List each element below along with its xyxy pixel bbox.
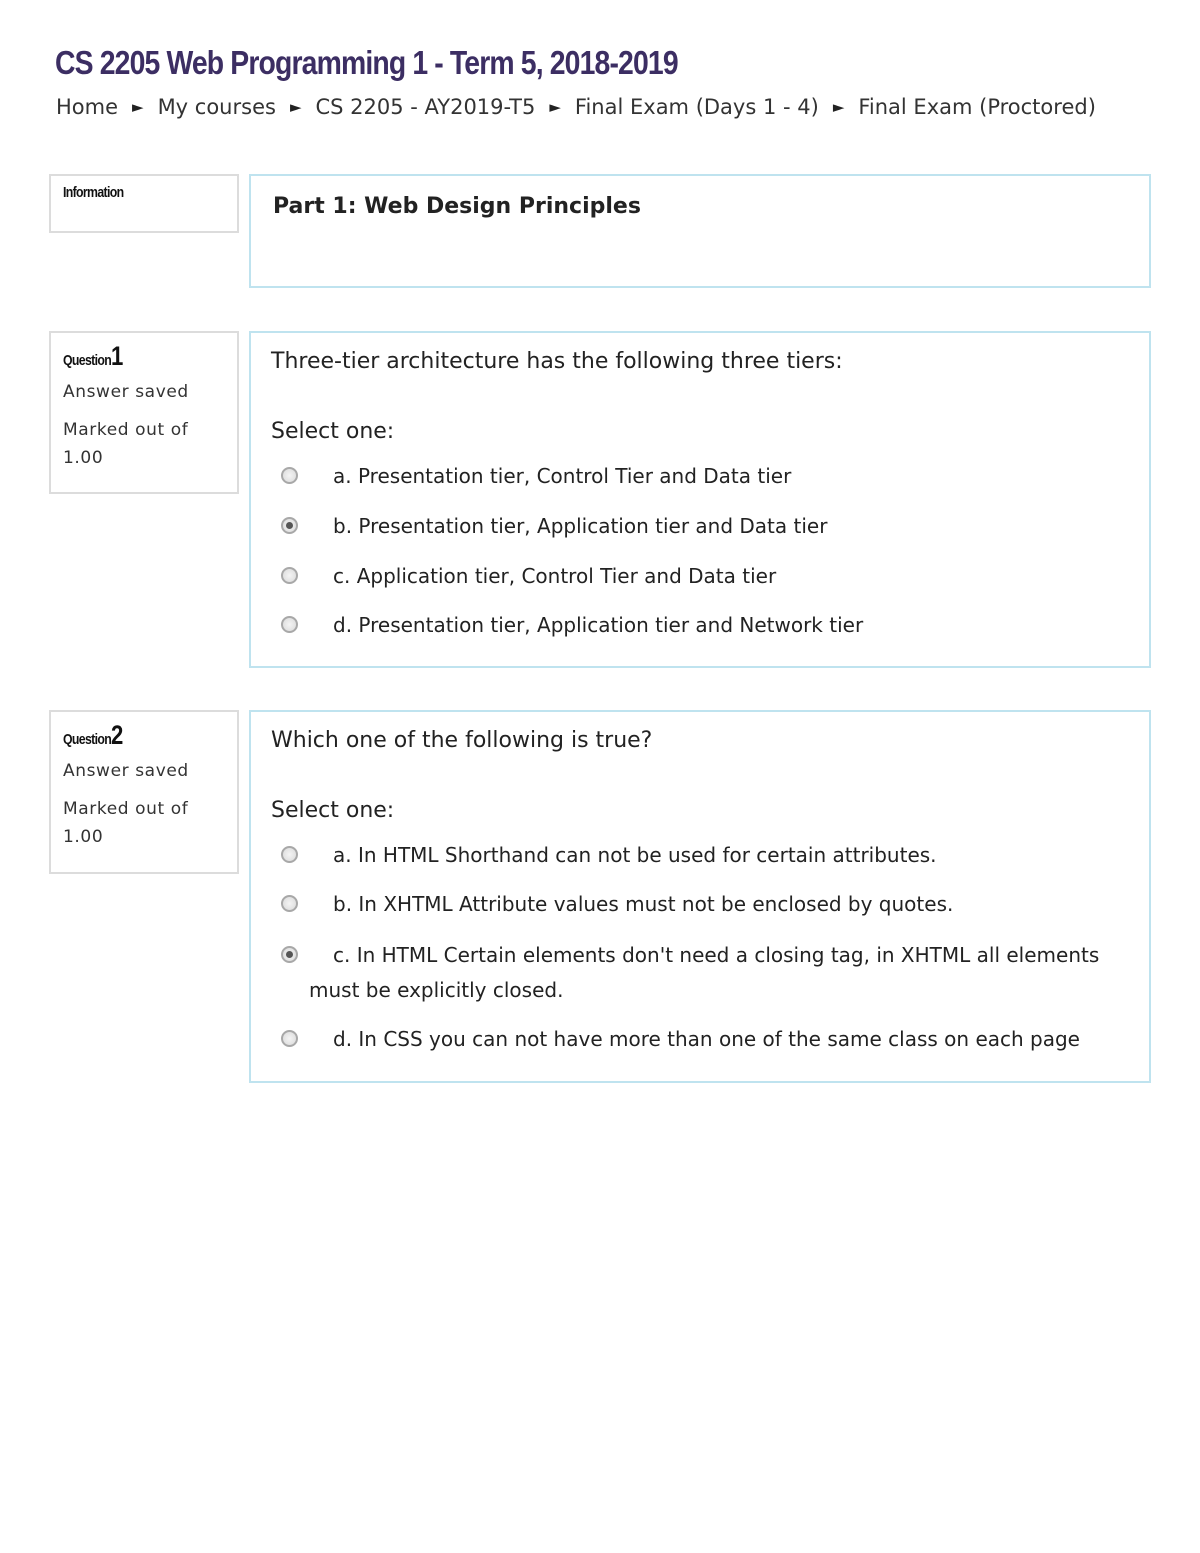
question-2-option-d[interactable] bbox=[281, 1022, 1121, 1057]
breadcrumb-my-courses-link[interactable]: My courses bbox=[157, 95, 276, 119]
question-label: Question bbox=[63, 352, 112, 369]
question-state: Answer saved bbox=[63, 761, 189, 781]
question-grade bbox=[63, 795, 225, 851]
question-number bbox=[63, 720, 196, 751]
radio-button[interactable] bbox=[281, 895, 298, 912]
information-content bbox=[249, 174, 1151, 288]
select-one-prompt: Select one: bbox=[271, 419, 395, 444]
breadcrumb-separator-icon: ► bbox=[832, 98, 845, 116]
breadcrumb-course-link[interactable]: CS 2205 - AY2019-T5 bbox=[315, 95, 536, 119]
question-number-value: 1 bbox=[111, 341, 124, 371]
question-1-option-a[interactable] bbox=[281, 459, 1121, 494]
option-text: c. In HTML Certain elements don't need a closing tag, in XHTML all elements bbox=[333, 943, 1100, 967]
question-number-value: 2 bbox=[111, 720, 124, 750]
radio-button[interactable] bbox=[281, 567, 298, 584]
breadcrumb bbox=[56, 95, 1096, 119]
question-text: Three-tier architecture has the following three tiers: bbox=[271, 349, 843, 374]
radio-button[interactable] bbox=[281, 467, 298, 484]
question-state: Answer saved bbox=[63, 382, 189, 402]
select-one-prompt: Select one: bbox=[271, 798, 395, 823]
breadcrumb-proctored-link[interactable]: Final Exam (Proctored) bbox=[858, 95, 1096, 119]
question-2-option-c[interactable] bbox=[281, 938, 1121, 1008]
grade-label: Marked out of bbox=[63, 420, 189, 440]
option-text: d. In CSS you can not have more than one of the same class on each page bbox=[333, 1027, 1080, 1051]
option-text: a. Presentation tier, Control Tier and Data tier bbox=[333, 464, 792, 488]
question-1-option-d[interactable] bbox=[281, 608, 1121, 643]
question-1-content bbox=[249, 331, 1151, 668]
information-info-box bbox=[49, 174, 239, 233]
page-title: CS 2205 Web Programming 1 - Term 5, 2018-2019 bbox=[55, 44, 678, 81]
question-2-info-box bbox=[49, 710, 239, 874]
information-label: Information bbox=[63, 184, 124, 201]
breadcrumb-separator-icon: ► bbox=[132, 98, 144, 116]
option-text: a. In HTML Shorthand can not be used for certain attributes. bbox=[333, 843, 937, 867]
question-1-info-box bbox=[49, 331, 239, 494]
breadcrumb-separator-icon: ► bbox=[289, 98, 302, 116]
option-text: b. In XHTML Attribute values must not be enclosed by quotes. bbox=[333, 892, 954, 916]
breadcrumb-home-link[interactable]: Home bbox=[56, 95, 119, 119]
question-2-option-a[interactable] bbox=[281, 838, 1121, 873]
part-title: Part 1: Web Design Principles bbox=[273, 194, 641, 219]
option-text: b. Presentation tier, Application tier and Data tier bbox=[333, 514, 828, 538]
option-text: c. Application tier, Control Tier and Data tier bbox=[333, 564, 777, 588]
radio-button-selected[interactable] bbox=[281, 517, 298, 534]
grade-value: 1.00 bbox=[63, 827, 104, 847]
question-1-option-c[interactable] bbox=[281, 559, 1121, 594]
question-2-content bbox=[249, 710, 1151, 1083]
question-text: Which one of the following is true? bbox=[271, 728, 653, 753]
question-1-option-b[interactable] bbox=[281, 509, 1121, 544]
question-label: Question bbox=[63, 731, 112, 748]
breadcrumb-final-exam-link[interactable]: Final Exam (Days 1 - 4) bbox=[574, 95, 819, 119]
question-grade bbox=[63, 416, 225, 472]
grade-label: Marked out of bbox=[63, 799, 189, 819]
radio-button[interactable] bbox=[281, 846, 298, 863]
breadcrumb-separator-icon: ► bbox=[549, 98, 561, 116]
option-text-continued: must be explicitly closed. bbox=[309, 978, 564, 1002]
radio-button-selected[interactable] bbox=[281, 946, 298, 963]
radio-button[interactable] bbox=[281, 1030, 298, 1047]
question-2-option-b[interactable] bbox=[281, 887, 1121, 922]
question-number bbox=[63, 341, 196, 372]
radio-button[interactable] bbox=[281, 616, 298, 633]
option-text: d. Presentation tier, Application tier and Network tier bbox=[333, 613, 864, 637]
grade-value: 1.00 bbox=[63, 448, 104, 468]
